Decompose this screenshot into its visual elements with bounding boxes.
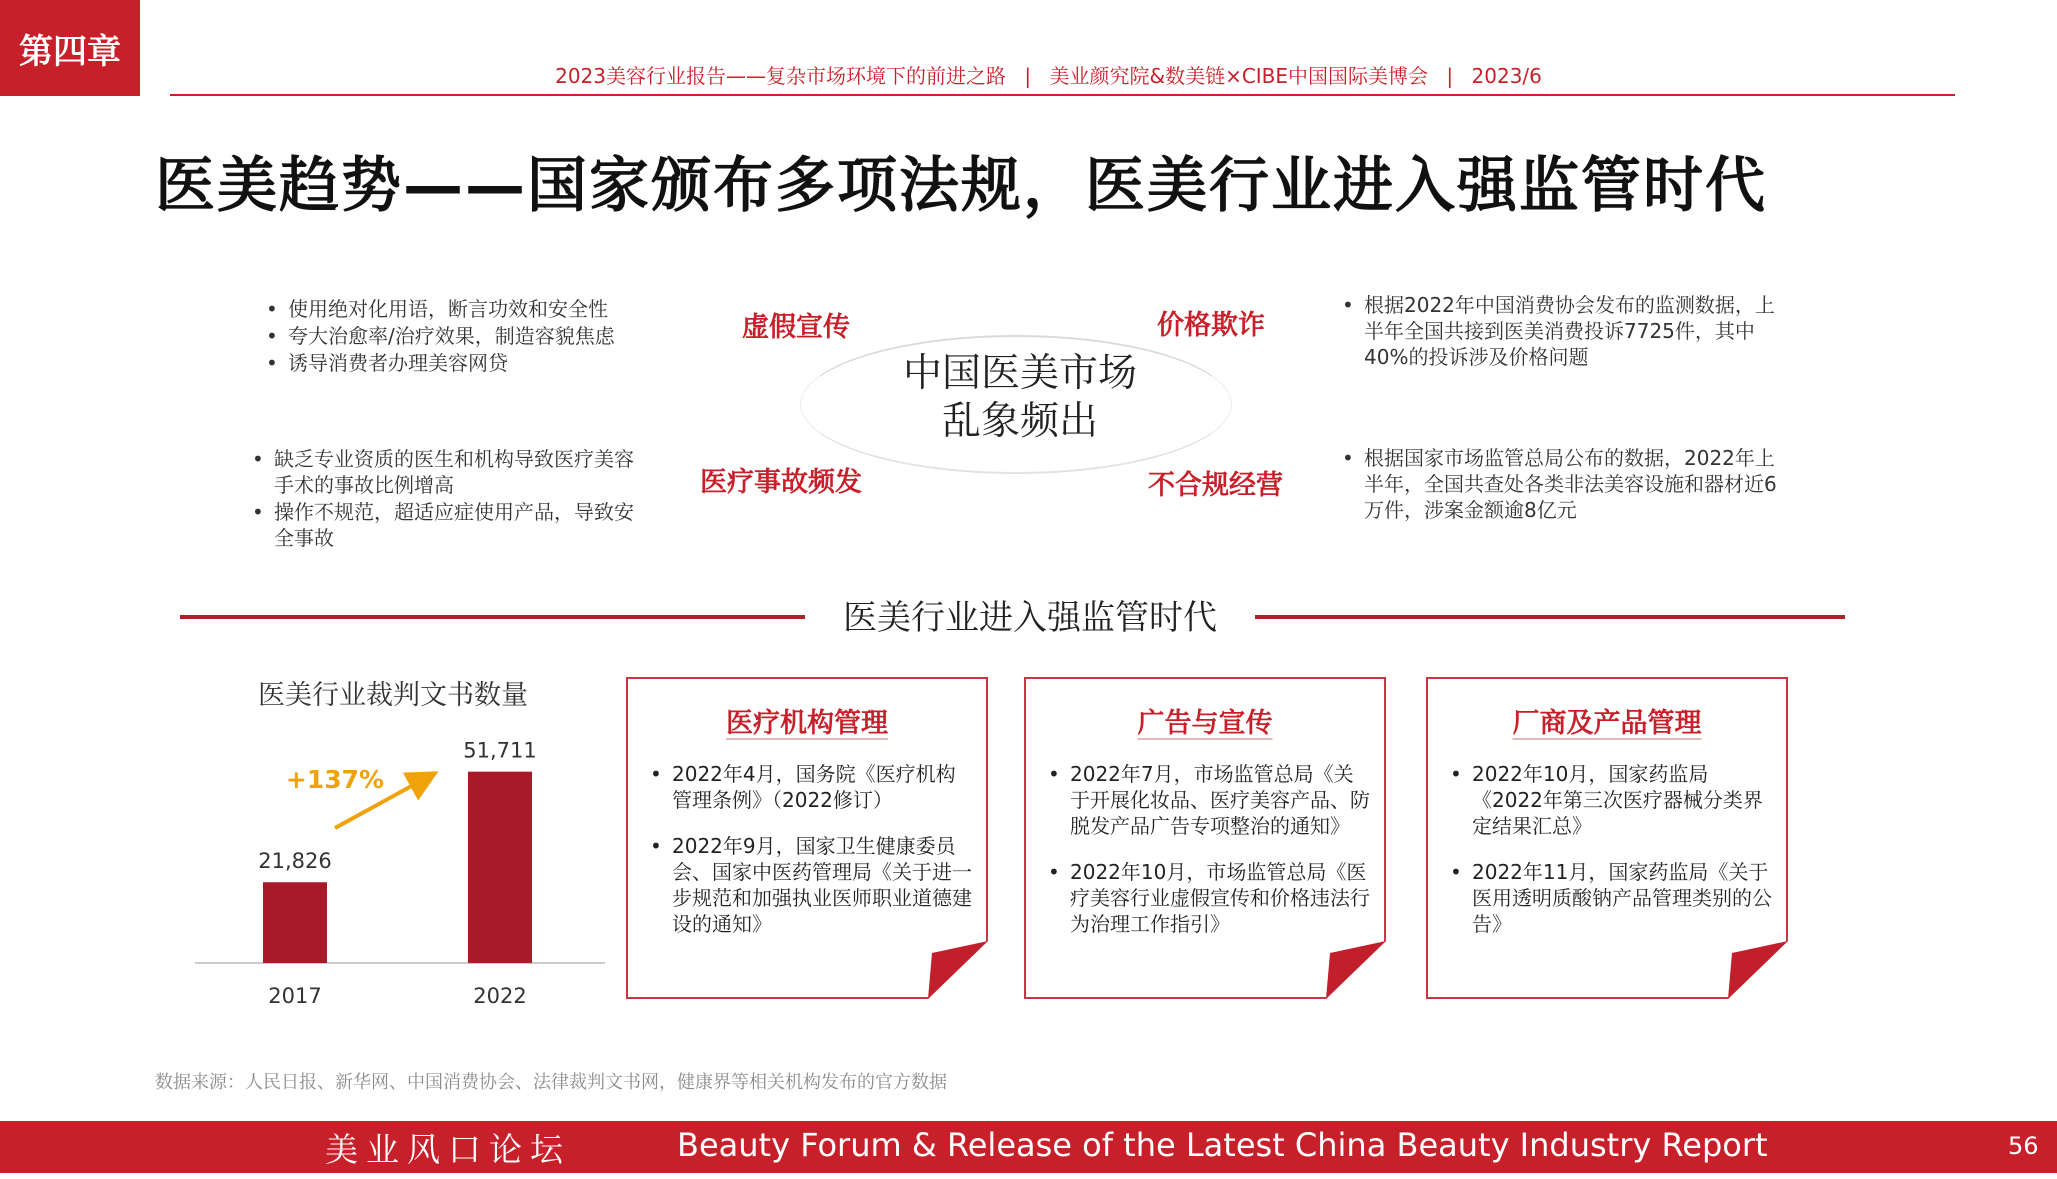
tick-label-2022: 2022 xyxy=(473,984,527,1008)
header-separator: | xyxy=(1024,64,1032,88)
non-compliance-bullets xyxy=(1338,445,1778,524)
card-list xyxy=(644,761,972,957)
bar-2017 xyxy=(263,882,327,963)
section-divider-left xyxy=(180,615,805,619)
center-label xyxy=(870,350,1170,446)
section-title: 医美行业进入强监管时代 xyxy=(843,598,1217,638)
data-label-2017: 21,826 xyxy=(258,849,332,874)
list-item: • 2022年9月，国家卫生健康委员会、国家中医药管理局《关于进一步规范和加强执业医师职业道德建设的通知》 xyxy=(644,833,972,937)
footer-en-title: Beauty Forum & Release of the Latest China Beauty Industry Report xyxy=(677,1126,1768,1164)
bar-chart xyxy=(180,735,620,1015)
card-medical-institution xyxy=(626,677,988,999)
card-title: 厂商及产品管理 xyxy=(1512,708,1702,739)
category-price-fraud: 价格欺诈 xyxy=(1157,310,1265,341)
bar-2022 xyxy=(468,772,532,963)
card-advertising xyxy=(1024,677,1386,999)
card-title: 广告与宣传 xyxy=(1137,708,1273,739)
chapter-tag: 第四章 xyxy=(0,0,140,96)
accident-bullets xyxy=(248,446,648,552)
data-label-2022: 51,711 xyxy=(463,738,537,763)
list-item: • 2022年4月，国务院《医疗机构管理条例》（2022修订） xyxy=(644,761,972,813)
header-separator: | xyxy=(1446,64,1454,88)
report-date: 2023/6 xyxy=(1471,64,1542,88)
false-ads-bullets xyxy=(262,296,682,377)
list-item: • 2022年10月，国家药监局《2022年第三次医疗器械分类界定结果汇总》 xyxy=(1444,761,1772,839)
list-item: • 夸大治愈率/治疗效果，制造容貌焦虑 xyxy=(262,323,682,349)
page-title: 医美趋势——国家颁布多项法规，医美行业进入强监管时代 xyxy=(155,151,1767,221)
source-note: 数据来源：人民日报、新华网、中国消费协会、法律裁判文书网，健康界等相关机构发布的官方数据 xyxy=(155,1072,947,1093)
growth-label: +137% xyxy=(285,765,385,794)
list-item: • 根据国家市场监管总局公布的数据，2022年上半年，全国共查处各类非法美容设施和器材近6万件，涉案金额逾8亿元 xyxy=(1338,445,1778,523)
list-item: • 2022年7月，市场监管总局《关于开展化妆品、医疗美容产品、防脱发产品广告专项整治的通知》 xyxy=(1042,761,1370,839)
card-list xyxy=(1042,761,1370,957)
category-non-compliance: 不合规经营 xyxy=(1148,470,1283,501)
center-label-line1: 中国医美市场 xyxy=(902,351,1137,396)
chart-title: 医美行业裁判文书数量 xyxy=(258,680,528,711)
report-title: 2023美容行业报告——复杂市场环境下的前进之路 xyxy=(555,64,1006,88)
list-item: • 根据2022年中国消费协会发布的监测数据，上半年全国共接到医美消费投诉7725件，其中40%的投诉涉及价格问题 xyxy=(1338,292,1778,370)
list-item: • 缺乏专业资质的医生和机构导致医疗美容手术的事故比例增高 xyxy=(248,446,648,498)
category-false-ads: 虚假宣传 xyxy=(742,312,850,343)
list-item: • 诱导消费者办理美容网贷 xyxy=(262,350,682,376)
page-fold-icon xyxy=(1326,941,1386,999)
card-manufacturer xyxy=(1426,677,1788,999)
list-item: • 操作不规范，超适应症使用产品，导致安全事故 xyxy=(248,499,648,551)
page-fold-icon xyxy=(928,941,988,999)
list-item: • 2022年10月，市场监管总局《医疗美容行业虚假宣传和价格违法行为治理工作指引》 xyxy=(1042,859,1370,937)
publisher: 美业颜究院&数美链×CIBE中国国际美博会 xyxy=(1049,64,1429,88)
card-list xyxy=(1444,761,1772,957)
header-divider xyxy=(170,94,1955,96)
section-divider-right xyxy=(1255,615,1845,619)
card-title: 医疗机构管理 xyxy=(726,708,888,739)
list-item: • 使用绝对化用语，断言功效和安全性 xyxy=(262,296,682,322)
page-fold-icon xyxy=(1728,941,1788,999)
tick-label-2017: 2017 xyxy=(268,984,322,1008)
center-label-line2: 乱象频出 xyxy=(941,399,1098,444)
footer-cn-title: 美业风口论坛 xyxy=(325,1130,571,1169)
report-header xyxy=(40,60,2057,120)
list-item: • 2022年11月，国家药监局《关于医用透明质酸钠产品管理类别的公告》 xyxy=(1444,859,1772,937)
category-medical-accidents: 医疗事故频发 xyxy=(700,467,862,498)
price-fraud-bullets xyxy=(1338,292,1778,371)
page-number: 56 xyxy=(2008,1132,2039,1160)
